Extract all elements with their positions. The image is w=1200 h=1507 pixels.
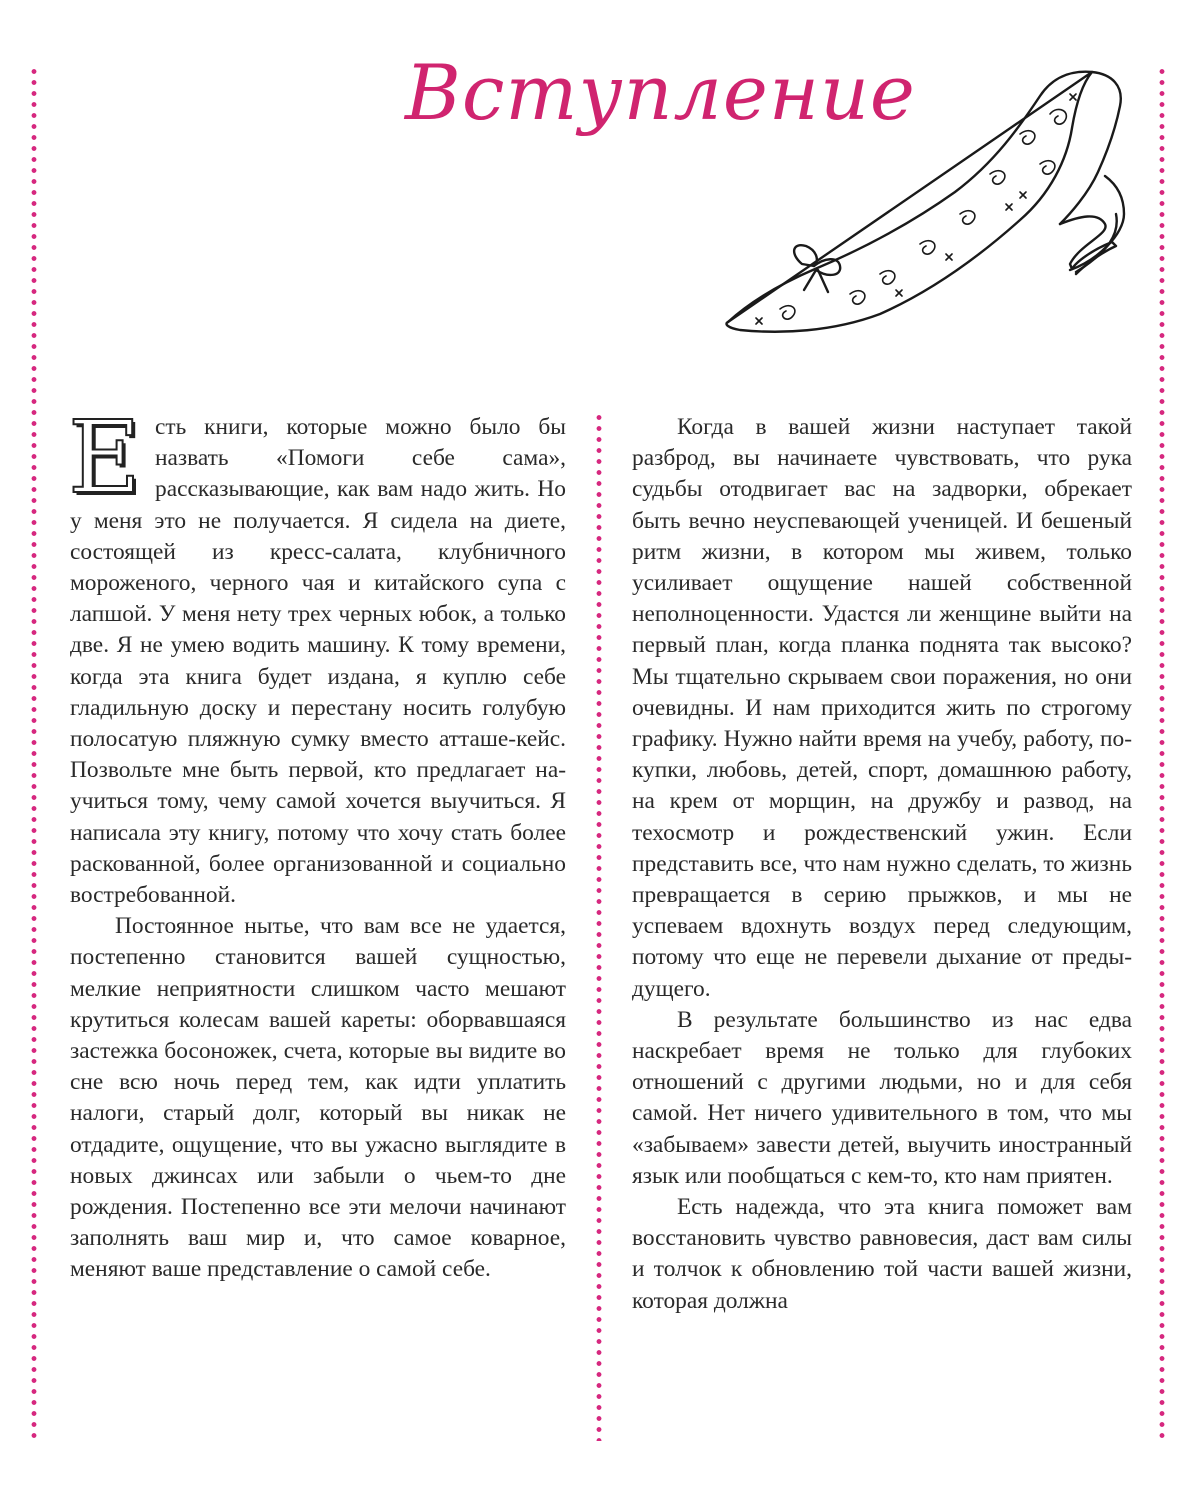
paragraph: Есть надежда, что эта книга поможет вам восстановить чувство равновесия, даст вам силы и толчок к обновлению той части вашей жизни, которая должна [632,1194,1132,1314]
paragraph: В результате большинство из нас едва наскребает время не только для глубоких отношений с другими людьми, но и для себя самой. Нет ничего удивительного в том, что мы «забываем» завести детей, выучить иностранный язык или пообщаться с кем-то, кто нам приятен. [632,1006,1132,1189]
left-dotted-border [31,66,37,1441]
paragraph: Когда в вашей жизни наступает такой разброд, вы начинаете чувствовать, что рука судьбы отодвигает вас на задворки, обрекает быть вечно неуспевающей ученицей. И бешеный ритм жизни, в котором мы живем, только усиливает ощущение нашей собственной неполноценности. Удастся ли женщине выйти на первый план, когда планка поднята так высоко? Мы тщательно скрываем свои поражения, но они очевидны. И нам приходится жить по строгому графику. Нужно найти время на учебу, работу, покупки, любовь, детей, спорт, домашнюю работу, на крем от морщин, на дружбу и развод, на техосмотр и рождественский ужин. Если представить все, что нам нужно сделать, то жизнь превращается в серию прыжков, и мы не успеваем вдохнуть воздух перед следующим, потому что еще не перевели дыхание от предыдущего. [632,414,1132,1002]
paragraph: Постоянное нытье, что вам все не удается, постепенно становится вашей сущностью, мелкие неприятности слишком часто мешают крутиться колесам вашей кареты: оборвавшаяся застежка босоножек, счета, которые вы видите во сне всю ночь перед тем, как идти уплатить налоги, старый долг, который вы никак не отдадите, ощущение, что вы ужасно выглядите в новых джинсах или забыли о чьем-то дне рождения. Постепенно все эти мелочи начинают заполнять ваш мир и, что самое коварное, меняют ваше представление о самой себе. [70,913,566,1283]
paragraph: Есть книги, которые можно было бы назвать «Помоги себе сама», рассказывающие, как вам надо жить. Но у меня это не получается. Я сидела на диете, состоящей из кресс-салата, клубничного мороженого, черного чая и китайского супа с лапшой. У меня нету трех черных юбок, а только две. Я не умею водить машину. К тому времени, когда эта книга будет издана, я куплю себе гладильную доску и перестану носить голубую полосатую пляжную сумку вместо атташе-кейс. Позвольте мне быть первой, кто предлагает научиться тому, чему самой хочется выучиться. Я написала эту книгу, потому что хочу стать более раскованной, более организованной и социально востребованной. [68,399,566,909]
column-divider [596,412,602,1441]
page-title: Вступление [405,48,916,137]
drop-cap: Е [68,399,141,516]
right-dotted-border [1159,66,1165,1441]
right-text-column [632,412,1132,1317]
left-text-column [68,399,566,1286]
high-heel-shoe-icon [720,64,1145,344]
